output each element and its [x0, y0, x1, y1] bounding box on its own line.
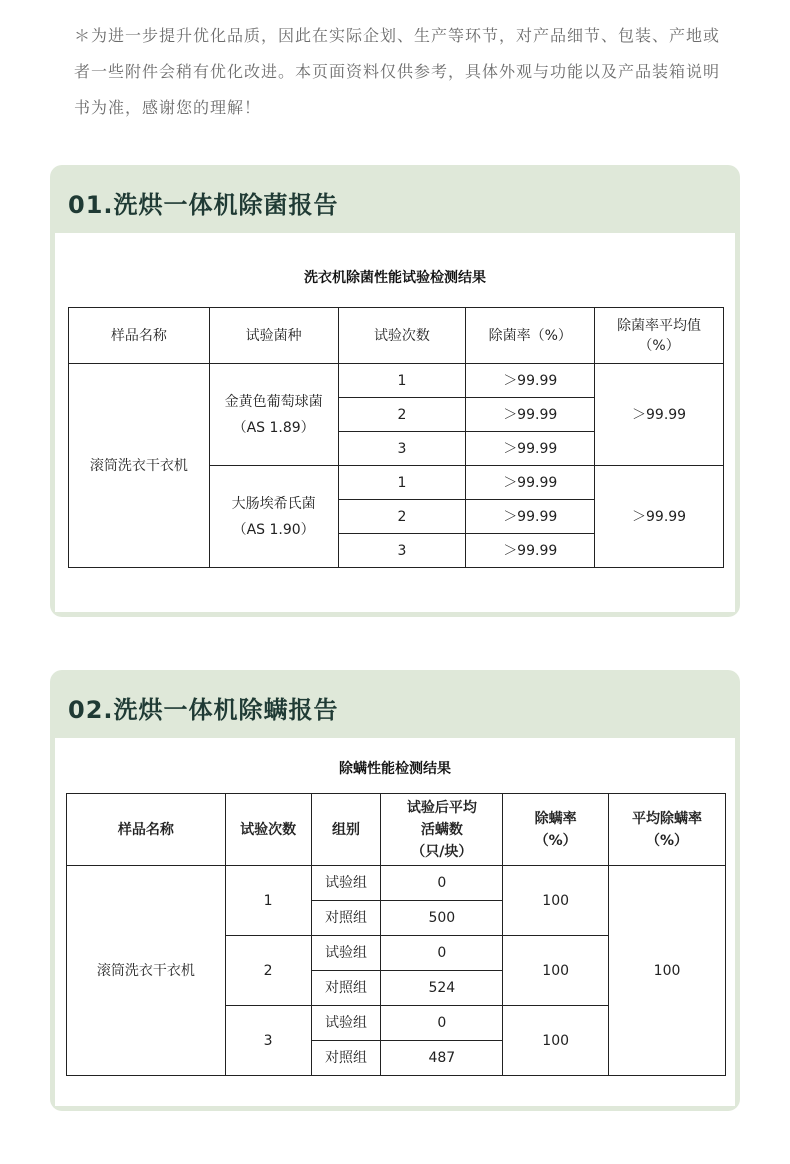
trial-cell: 2: [338, 500, 466, 534]
strain-cell: 大肠埃希氏菌 （AS 1.90）: [209, 466, 338, 568]
header-average-rate: 除菌率平均值 （%）: [595, 308, 724, 364]
mite-rate-cell: 100: [503, 1006, 609, 1076]
group-cell: 对照组: [311, 971, 381, 1006]
trial-cell: 1: [338, 364, 466, 398]
mite-removal-report-title: 02.洗烘一体机除螨报告: [68, 696, 339, 724]
sterilization-report-body: [55, 233, 735, 612]
average-cell: ＞99.99: [595, 466, 724, 568]
trial-number-cell: 2: [225, 936, 311, 1006]
group-cell: 对照组: [311, 901, 381, 936]
mite-count-cell: 500: [381, 901, 503, 936]
header-sample-name: 样品名称: [69, 308, 210, 364]
mite-table-caption: 除螨性能检测结果: [339, 761, 451, 777]
rate-cell: ＞99.99: [466, 500, 595, 534]
sample-name-cell: 滚筒洗衣干衣机: [67, 866, 226, 1076]
group-cell: 试验组: [311, 1006, 381, 1041]
sterilization-table: [68, 307, 724, 568]
group-cell: 试验组: [311, 866, 381, 901]
strain-cell: 金黄色葡萄球菌 （AS 1.89）: [209, 364, 338, 466]
header-group: 组别: [311, 794, 381, 866]
group-cell: 试验组: [311, 936, 381, 971]
average-mite-rate-cell: 100: [609, 866, 726, 1076]
mite-count-cell: 0: [381, 936, 503, 971]
mite-table: [66, 793, 726, 1076]
mite-rate-cell: 100: [503, 936, 609, 1006]
sterilization-table-caption: 洗衣机除菌性能试验检测结果: [304, 270, 486, 286]
rate-cell: ＞99.99: [466, 534, 595, 568]
header-kill-rate: 除菌率（%）: [466, 308, 595, 364]
mite-rate-cell: 100: [503, 866, 609, 936]
average-cell: ＞99.99: [595, 364, 724, 466]
trial-cell: 1: [338, 466, 466, 500]
rate-cell: ＞99.99: [466, 364, 595, 398]
mite-count-cell: 524: [381, 971, 503, 1006]
sterilization-report-panel: [50, 165, 740, 617]
sterilization-report-title: 01.洗烘一体机除菌报告: [68, 191, 339, 219]
header-live-mites: 试验后平均 活螨数 （只/块）: [381, 794, 503, 866]
trial-number-cell: 1: [225, 866, 311, 936]
header-trial-count: 试验次数: [338, 308, 466, 364]
mite-count-cell: 487: [381, 1041, 503, 1076]
trial-cell: 3: [338, 432, 466, 466]
sample-name-cell: 滚筒洗衣干衣机: [69, 364, 210, 568]
header-trial-count: 试验次数: [225, 794, 311, 866]
mite-count-cell: 0: [381, 866, 503, 901]
trial-number-cell: 3: [225, 1006, 311, 1076]
header-average-mite-rate: 平均除螨率 （%）: [609, 794, 726, 866]
mite-removal-report-panel: [50, 670, 740, 1111]
notice-text: ＊为进一步提升优化品质，因此在实际企划、生产等环节，对产品细节、包装、产地或者一些附件会稍有优化改进。本页面资料仅供参考，具体外观与功能以及产品装箱说明书为准，感谢您的理解！: [74, 26, 721, 117]
group-cell: 对照组: [311, 1041, 381, 1076]
header-strain: 试验菌种: [209, 308, 338, 364]
header-mite-rate: 除螨率 （%）: [503, 794, 609, 866]
rate-cell: ＞99.99: [466, 466, 595, 500]
rate-cell: ＞99.99: [466, 398, 595, 432]
mite-removal-report-body: [55, 738, 735, 1106]
trial-cell: 2: [338, 398, 466, 432]
header-sample-name: 样品名称: [67, 794, 226, 866]
trial-cell: 3: [338, 534, 466, 568]
rate-cell: ＞99.99: [466, 432, 595, 466]
mite-count-cell: 0: [381, 1006, 503, 1041]
